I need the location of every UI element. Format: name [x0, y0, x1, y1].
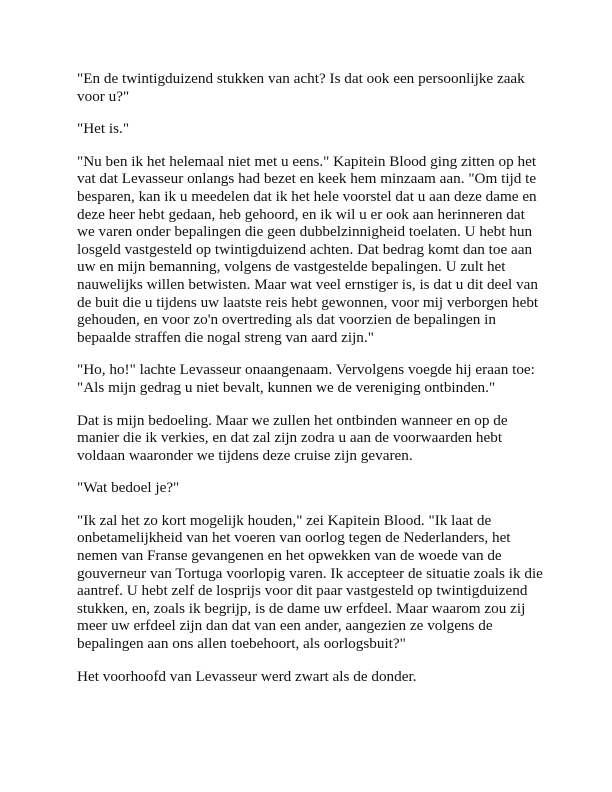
- paragraph-5: Dat is mijn bedoeling. Maar we zullen het ontbinden wanneer en op de manier die ik verkies, en dat zal zijn zodra u aan de voorwaarden hebt voldaan waaronder we tijdens deze cruise zijn gevaren.: [77, 411, 508, 464]
- document-page: [77, 70, 543, 700]
- paragraph-3: "Nu ben ik het helemaal niet met u eens." Kapitein Blood ging zitten op het vat dat Levasseur onlangs had bezet en keek hem minzaam aan. "Om tijd te besparen, kan ik u meedelen dat ik het hele voorstel dat u aan deze dame en deze heer hebt gedaan, heb gehoord, en ik wil u er ook aan herinneren dat we varen onder bepalingen die geen dubbelzinnigheid toelaten. U hebt hun losgeld vastgesteld op twintigduizend achten. Dat bedrag komt dan toe aan uw en mijn bemanning, volgens de vastgestelde bepalingen. U zult het nauwelijks willen betwisten. Maar wat veel ernstiger is, is dat u dit deel van de buit die u tijdens uw laatste reis hebt gewonnen, voor mij verborgen hebt gehouden, en voor zo'n overtreding als dat voorzien de bepalingen in bepaalde straffen die nogal streng van aard zijn.": [77, 152, 539, 346]
- paragraph-1: "En de twintigduizend stukken van acht? Is dat ook een persoonlijke zaak voor u?": [77, 70, 525, 105]
- paragraph-7: "Ik zal het zo kort mogelijk houden," zei Kapitein Blood. "Ik laat de onbetamelijkheid van het voeren van oorlog tegen de Nederlanders, het nemen van Franse gevangenen en het opwekken van de woede van de gouverneur van Tortuga voorlopig varen. Ik accepteer de situatie zoals ik die aantref. U hebt zelf de losprijs voor dit paar vastgesteld op twintigduizend stukken, en, zoals ik begrijp, is de dame uw erfdeel. Maar waarom zou zij meer uw erfdeel zijn dan dat van een ander, aangezien ze volgens de bepalingen aan ons allen toebehoort, als oorlogsbuit?": [77, 511, 543, 653]
- paragraph-8: Het voorhoofd van Levasseur werd zwart als de donder.: [77, 667, 417, 685]
- paragraph-2: "Het is.": [77, 120, 130, 138]
- paragraph-4: "Ho, ho!" lachte Levasseur onaangenaam. Vervolgens voegde hij eraan toe: "Als mijn gedrag u niet bevalt, kunnen we de vereniging ontbinden.": [77, 361, 535, 396]
- paragraph-6: "Wat bedoel je?": [77, 479, 180, 497]
